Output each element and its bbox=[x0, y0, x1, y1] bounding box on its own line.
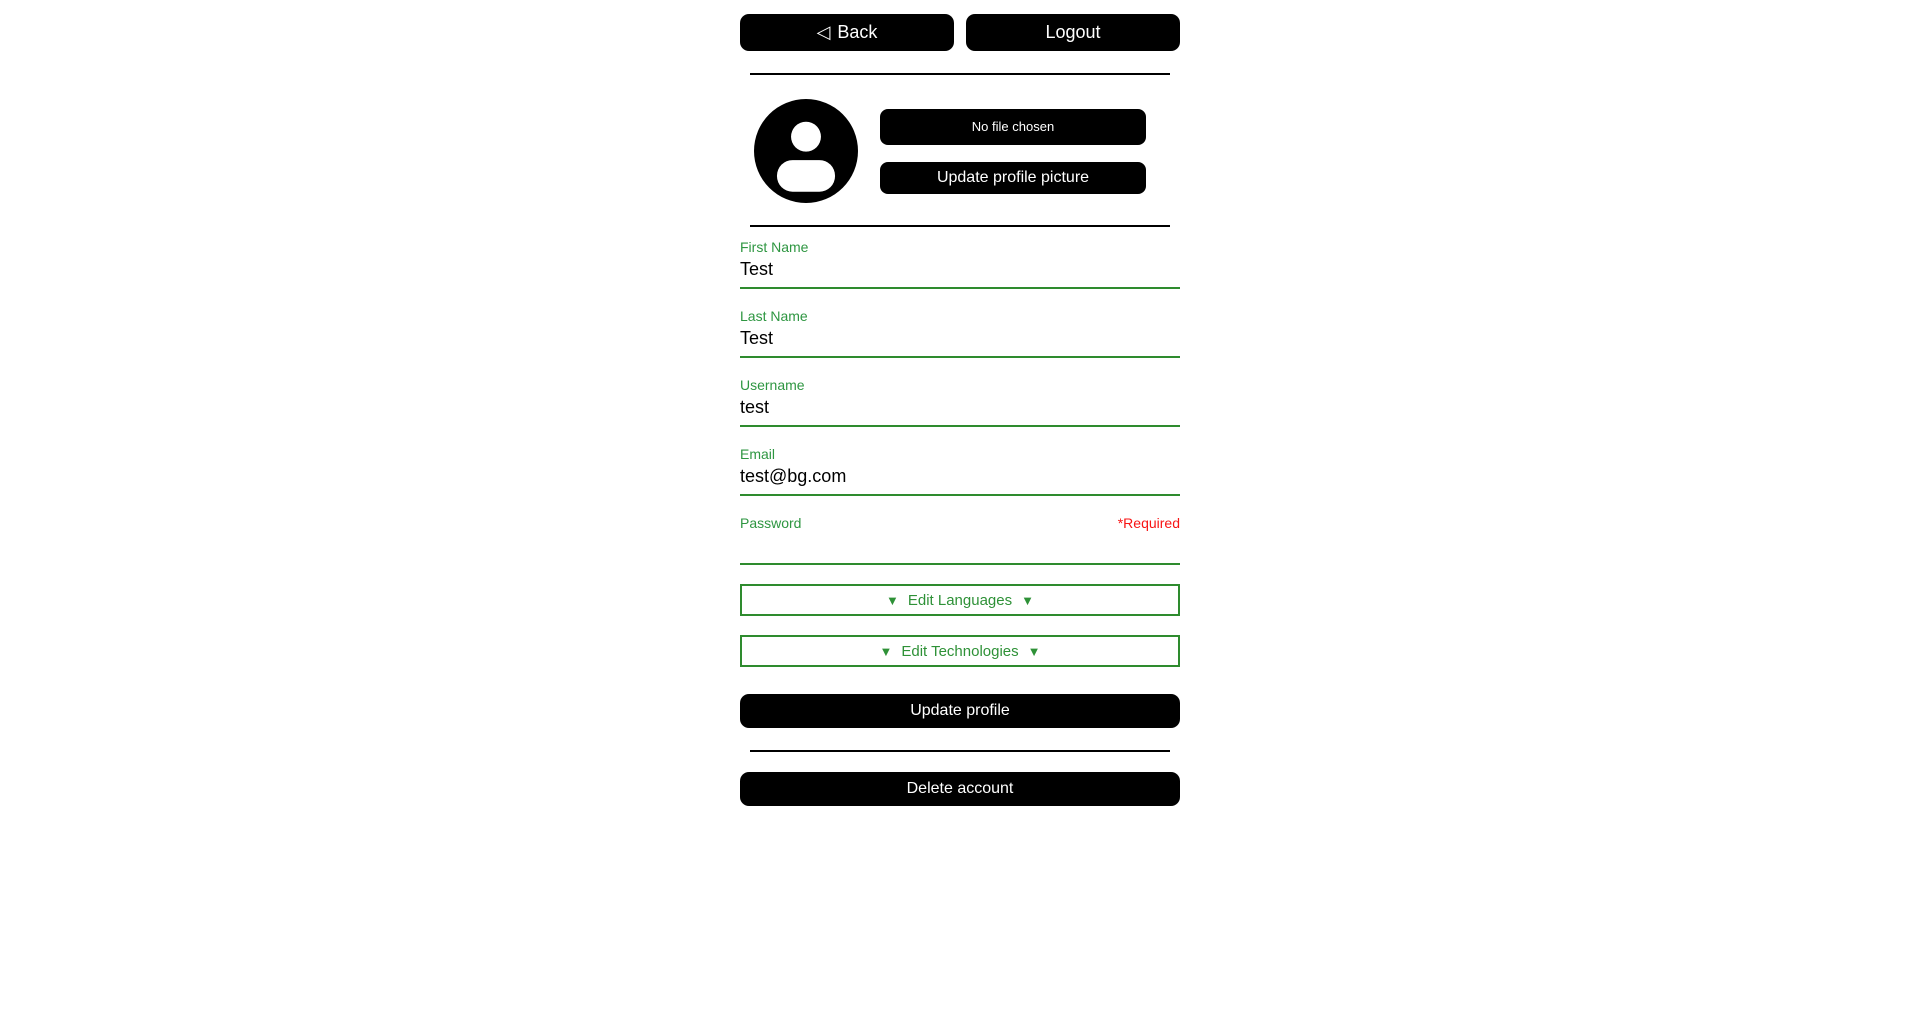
chevron-down-icon: ▼ bbox=[1021, 592, 1034, 608]
username-label: Username bbox=[740, 377, 805, 393]
profile-picture-section bbox=[740, 99, 1180, 203]
top-button-bar bbox=[740, 14, 1180, 51]
back-arrow-icon: ◁ bbox=[816, 22, 831, 42]
password-label-row bbox=[740, 515, 1180, 533]
password-label: Password bbox=[740, 515, 802, 531]
delete-account-button[interactable]: Delete account bbox=[740, 772, 1180, 806]
last-name-input[interactable]: Test bbox=[740, 326, 1180, 358]
avatar-person-icon bbox=[754, 99, 858, 203]
email-label: Email bbox=[740, 446, 776, 462]
field-email bbox=[740, 446, 1180, 496]
logout-button[interactable]: Logout bbox=[966, 14, 1180, 51]
section-divider bbox=[750, 225, 1170, 227]
update-profile-button[interactable]: Update profile bbox=[740, 694, 1180, 728]
last-name-label: Last Name bbox=[740, 308, 808, 324]
first-name-input[interactable]: Test bbox=[740, 257, 1180, 289]
username-input[interactable]: test bbox=[740, 395, 1180, 427]
field-username bbox=[740, 377, 1180, 427]
profile-form bbox=[740, 239, 1180, 806]
field-last-name bbox=[740, 308, 1180, 358]
edit-technologies-toggle[interactable] bbox=[740, 635, 1180, 667]
chevron-down-icon: ▼ bbox=[885, 592, 899, 608]
email-input[interactable]: test@bg.com bbox=[740, 464, 1180, 496]
edit-languages-label: Edit Languages bbox=[907, 591, 1013, 609]
first-name-label: First Name bbox=[740, 239, 809, 255]
edit-languages-toggle[interactable] bbox=[740, 584, 1180, 616]
file-input-button[interactable]: No file chosen bbox=[880, 109, 1146, 145]
profile-container bbox=[740, 0, 1180, 806]
required-badge: *Required bbox=[1117, 515, 1180, 531]
back-button[interactable] bbox=[740, 14, 954, 51]
back-button-label: Back bbox=[837, 22, 878, 42]
chevron-down-icon: ▼ bbox=[879, 643, 893, 659]
chevron-down-icon: ▼ bbox=[1027, 643, 1041, 659]
field-password bbox=[740, 515, 1180, 565]
picture-buttons-column bbox=[880, 109, 1146, 194]
field-first-name bbox=[740, 239, 1180, 289]
section-divider bbox=[750, 750, 1170, 752]
update-profile-picture-button[interactable]: Update profile picture bbox=[880, 162, 1146, 194]
edit-technologies-label: Edit Technologies bbox=[901, 642, 1019, 660]
password-input[interactable] bbox=[740, 533, 1180, 565]
section-divider bbox=[750, 73, 1170, 75]
